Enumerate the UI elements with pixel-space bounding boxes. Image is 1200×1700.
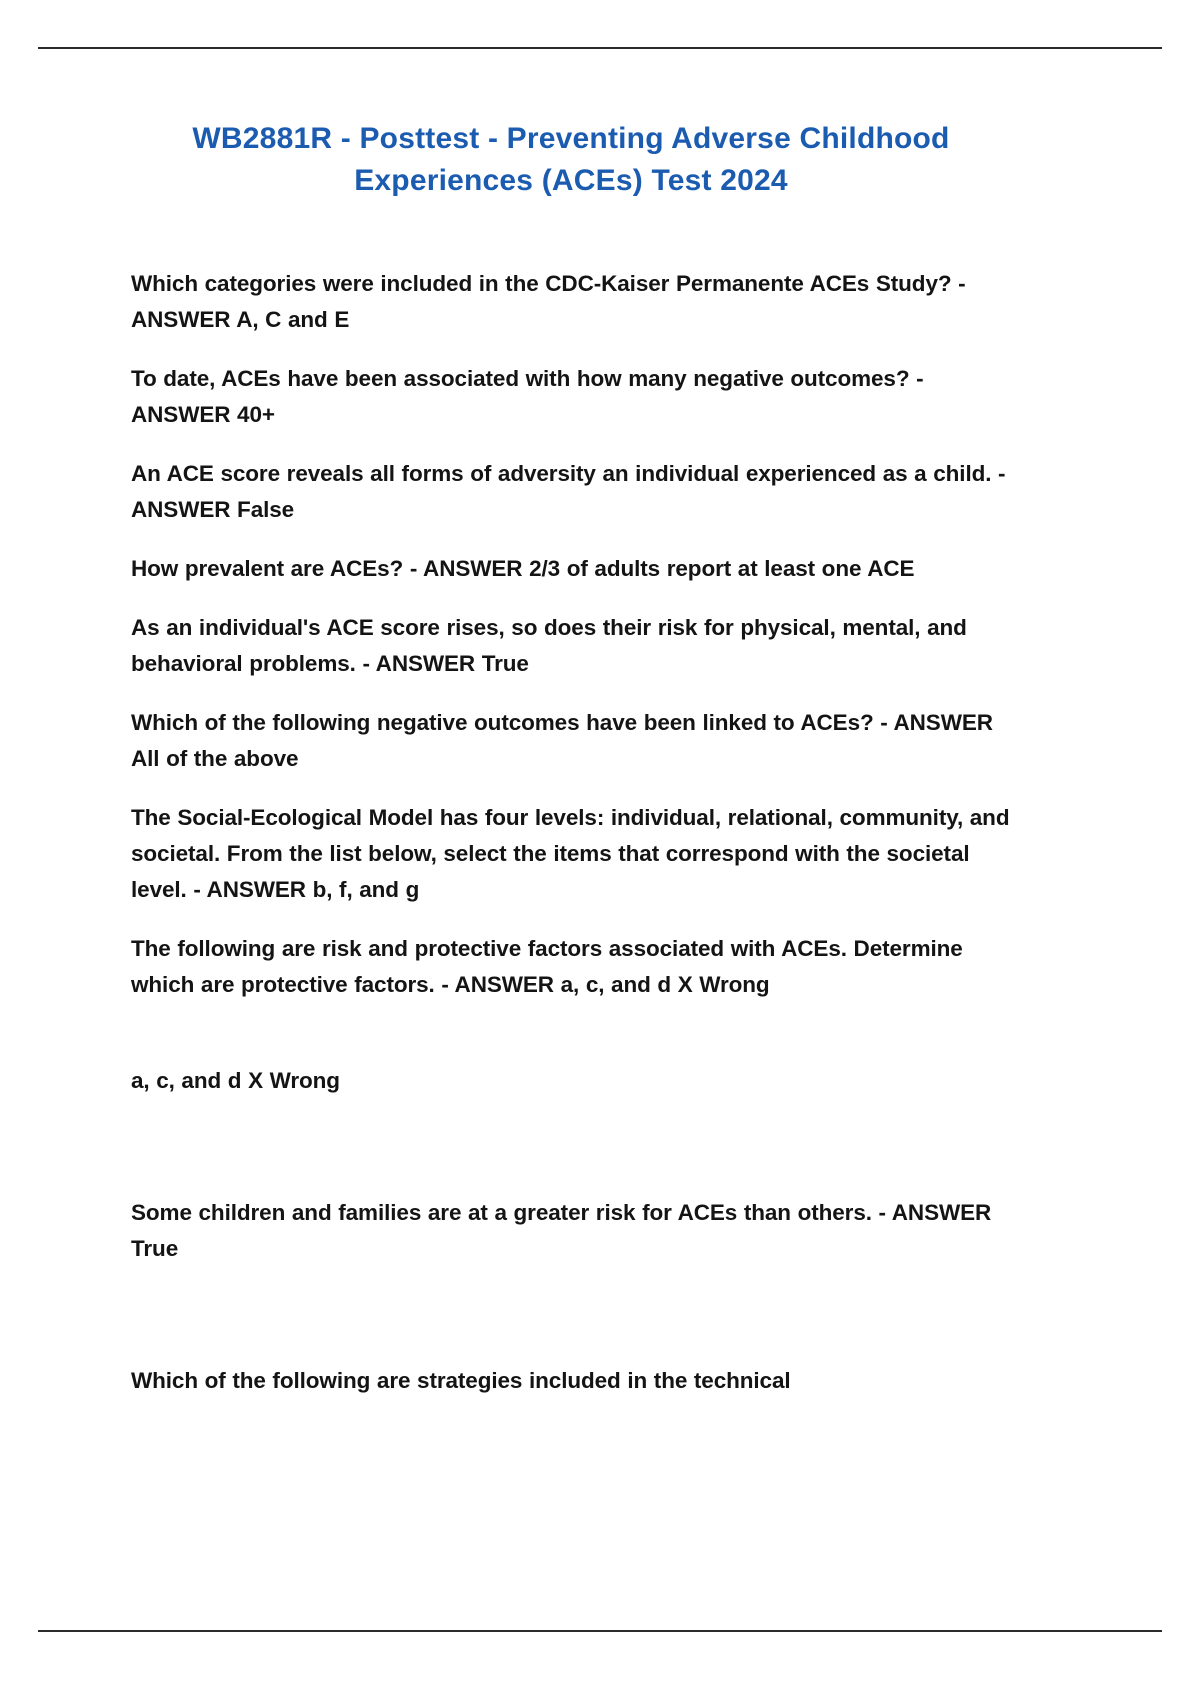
page-title: WB2881R - Posttest - Preventing Adverse Childhood Experiences (ACEs) Test 2024 <box>192 122 950 197</box>
qa-item-q6: Which of the following negative outcomes have been linked to ACEs? - ANSWER All of the above <box>131 710 993 771</box>
qa-note-wrong-answer: a, c, and d X Wrong <box>131 1068 340 1093</box>
qa-list <box>131 266 1011 1399</box>
qa-item-q10: Which of the following are strategies included in the technical <box>131 1368 791 1393</box>
qa-item-q3: An ACE score reveals all forms of adversity an individual experienced as a child. - ANSWER False <box>131 461 1006 522</box>
qa-item-q2: To date, ACEs have been associated with how many negative outcomes? - ANSWER 40+ <box>131 366 924 427</box>
page-top-rule <box>38 47 1162 49</box>
page-content <box>131 118 1011 1399</box>
qa-item-q7: The Social-Ecological Model has four levels: individual, relational, community, and societal. From the list below, select the items that correspond with the societal level. - ANSWER b, f, and g <box>131 805 1010 902</box>
page-bottom-rule <box>38 1630 1162 1632</box>
qa-item-q8: The following are risk and protective factors associated with ACEs. Determine which are protective factors. - ANSWER a, c, and d X Wrong <box>131 936 963 997</box>
qa-item-q9: Some children and families are at a greater risk for ACEs than others. - ANSWER True <box>131 1200 992 1261</box>
qa-item-q5: As an individual's ACE score rises, so does their risk for physical, mental, and behavioral problems. - ANSWER True <box>131 615 967 676</box>
qa-item-q4: How prevalent are ACEs? - ANSWER 2/3 of adults report at least one ACE <box>131 556 915 581</box>
qa-item-q1: Which categories were included in the CDC-Kaiser Permanente ACEs Study? - ANSWER A, C and E <box>131 271 966 332</box>
